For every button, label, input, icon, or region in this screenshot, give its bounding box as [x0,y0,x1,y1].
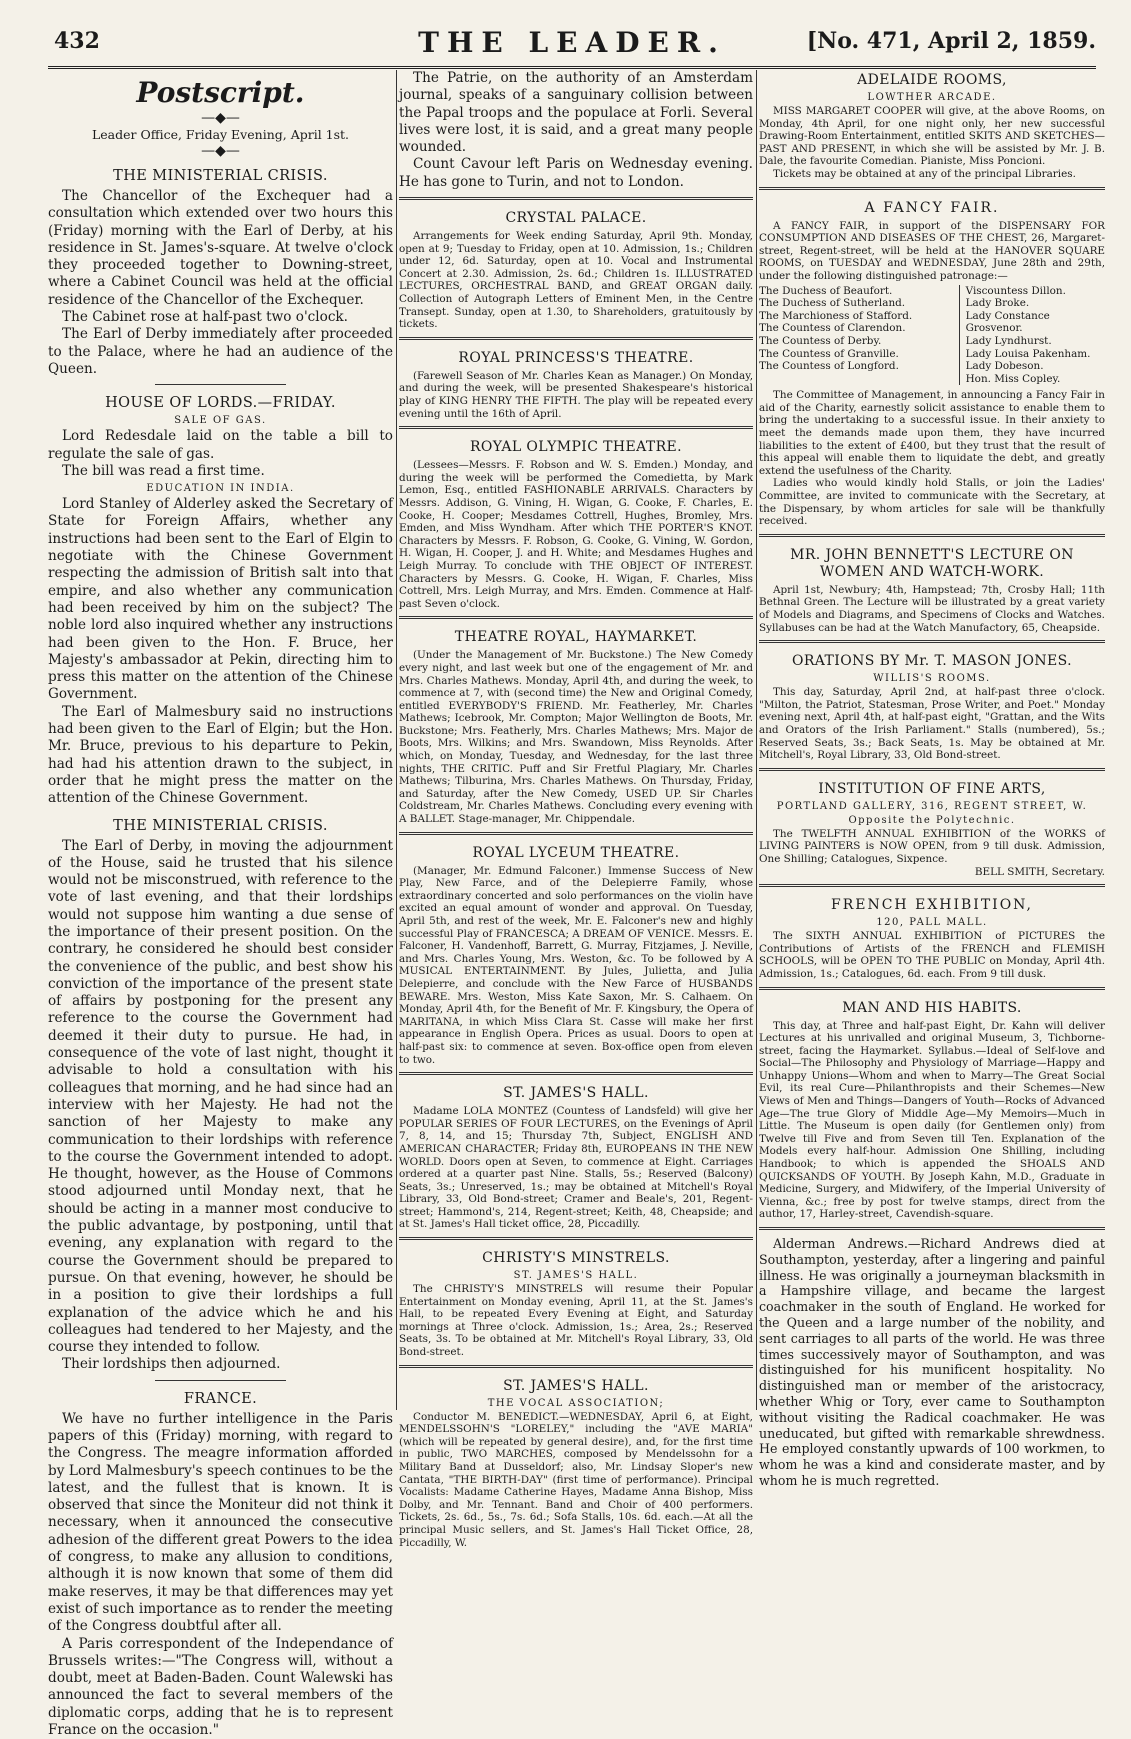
divider-ornament: —◆— [201,110,240,126]
patron-name: The Countess of Derby. [759,334,882,347]
paragraph: The Cabinet rose at half-past two o'clock. [62,309,348,326]
divider [155,384,286,385]
column-3 [759,70,1105,1488]
patron-name: The Countess of Longford. [759,360,899,373]
divider [399,832,753,835]
paragraph: The Chancellor of the Exchequer had a consultation which extended over two hours this (Friday) morning with the Earl of Derby, at his residence in St. James's-square. At twelve o'clock they proceeded together to Downing-street, where a Cabinet Council was held at the official residence of the Chancellor of the Exchequer. [48,188,393,308]
divider [399,197,753,200]
column-1 [48,70,393,1739]
section-title: FRANCE. [183,1390,258,1407]
advert-subtitle: 120, PALL MALL. [876,917,988,929]
advert-body: MISS MARGARET COOPER will give, at the above Rooms, on Monday, 4th April, for one night only, her new successful Drawing-Room Entertainment, entitled SKITS AND SKETCHES—PAST AND PRESENT, in which she will be assisted by Mr. J. B. Dale, the favourite Comedian. Pianiste, Miss Poncioni. [759,105,1105,168]
patron-list-left [759,285,960,386]
advert-body: Tickets may be obtained at any of the principal Libraries. [773,167,1076,180]
advert-body: April 1st, Newbury; 4th, Hampstead; 7th, Crosby Hall; 11th Bethnal Green. The Lecture will be illustrated by a great variety of Models and Diagrams, and Specimens of Clocks and Watches. Syllabuses can be had at the Watch Manufactory, 65, Cheapside. [759,583,1105,634]
advert-title: A FANCY FAIR. [864,199,1000,216]
patron-name: The Duchess of Sutherland. [759,297,906,310]
advert-body: The TWELFTH ANNUAL EXHIBITION of the WORKS of LIVING PAINTERS is NOW OPEN, from 9 till dusk. Admission, One Shilling; Catalogues, Sixpence. [759,827,1105,865]
patron-name: Lady Lyndhurst. [965,334,1052,347]
advert-title: CRYSTAL PALACE. [505,210,647,227]
patron-name: The Duchess of Beaufort. [759,284,893,297]
advert-body: (Under the Management of Mr. Buckstone.) The New Comedy every night, and last week but one of the engagement of Mr. and Mrs. Charles Mathews. Monday, April 4th, and during the week, to commence at 7, with (second time) the New and Original Comedy, entitled EVERYBODY'S FRIEND. Mr. Featherley, Mr. Charles Mathews; Icebrook, Mr. Compton; Major Wellington de Boots, Mr. Buckstone; Mrs. Featherly, Mrs. Charles Mathews; Mrs. Major de Boots, Mrs. Wilkins; and Mrs. Swandown, Miss Reynolds. After which, on Monday, Tuesday, and Wednesday, for the last three nights, THE CRITIC. Puff and Sir Fretful Plagiary, Mr. Charles Mathews; Tilburina, Mrs. Charles Mathews. On Thursday, Friday, and Saturday, after the New Comedy, USED UP. Sir Charles Coldstream, Mr. Charles Mathews. Concluding every evening with A BALLET. Stage-manager, Mr. Chippendale. [399,649,753,826]
paragraph: The Earl of Malmesbury said no instructions had been given to the Earl of Elgin; but the Hon. Mr. Bruce, previous to his departure to Pekin, had had his attention drawn to the subject, in order that he might press the matter on the attention of the Chinese Government. [48,703,393,807]
divider [399,1237,753,1240]
advert-title: ORATIONS BY Mr. T. MASON JONES. [791,653,1073,670]
divider [399,426,753,429]
section-title: THE MINISTERIAL CRISIS. [113,817,328,834]
divider [759,1227,1105,1230]
advert-title: THEATRE ROYAL, HAYMARKET. [454,629,698,646]
patron-name: Viscountess Dillon. [965,284,1066,297]
divider [399,1365,753,1368]
advert-body: (Lessees—Messrs. F. Robson and W. S. Emden.) Monday, and during the week will be performed the Comedietta, by Mark Lemon, Esq., entitled FASHIONABLE ARRIVALS. Characters by Messrs. Addison, G. Vining, H. Wigan, G. Cooke, F. Charles, E. Cooke, H. Cooper; Mesdames Cottrell, Hughes, Bromley, Mrs. Emden, and Miss Wyndham. After which THE PORTER'S KNOT. Characters by Messrs. F. Robson, G. Cooke, G. Vining, W. Gordon, H. Wigan, H. Cooper, J. and H. White; and Mesdames Hughes and Leigh Murray. To conclude with THE OBJECT OF INTEREST. Characters by Messrs. G. Cooke, H. Wigan, F. Charles, Miss Cottrell, Mrs. Leigh Murray, and Mrs. Emden. Commence at Half-past Seven o'clock. [399,459,753,610]
paragraph: We have no further intelligence in the Paris papers of this (Friday) morning, with regard to the Congress. The meagre information afforded by Lord Malmesbury's speech continues to be the latest, and the fullest that is known. It is observed that since the Moniteur did not think it necessary, when it announced the consecutive adhesion of the different great Powers to the idea of congress, to make any allusion to conditions, although it is now known that some of them did make reserves, it may be that differences may yet exist of such importance as to render the meeting of the Congress doubtful after all. [48,1410,393,1635]
patron-name: The Countess of Clarendon. [759,322,906,335]
column-rule [756,70,757,1410]
advert-signature: BELL SMITH, Secretary. [974,865,1105,878]
news-paragraph: Alderman Andrews.—Richard Andrews died at Southampton, yesterday, after a lingering and painful illness. He was originally a journeyman blacksmith in a Hampshire village, and became the largest coachmaker in the south of England. He worked for the Queen and a large number of the nobility, and sent carriages to all parts of the world. He was three times successively mayor of Southampton, and was distinguished for his munificent hospitality. No distinguished man or member of the aristocracy, whether Whig or Tory, ever came to Southampton without visiting the Radical coachmaker. He was uneducated, but gifted with remarkable shrewdness. He employed constantly upwards of 100 workmen, to whom he was a kind and considerate master, and by whom he is much regretted. [759,1236,1105,1488]
patron-name: The Countess of Granville. [759,347,899,360]
section-title: THE MINISTERIAL CRISIS. [113,168,328,184]
advert-title: ST. JAMES'S HALL. [503,1377,649,1394]
issue-date: [No. 471, April 2, 1859. [806,28,1096,54]
advert-body: This day, at Three and half-past Eight, Dr. Kahn will deliver Lectures at his unrivalled and original Museum, 3, Tichborne-street, facing the Haymarket. Syllabus.—Ideal of Self-love and Social—The Philosophy and Physiology of Marriage—Happy and Unhappy Unions—Whom and when to Marry—The Great Social Evil, its real Cure—Philanthropists and their Schemes—New Views of Men and Things—Dangers of Youth—Rocks of Advanced Age—The true Glory of Middle Age—My Memoirs—Much in Little. The Museum is open daily (for Gentlemen only) from Twelve till Five and from Seven till Ten. Explanation of the Models every half-hour. Admission One Shilling, including Handbook; to which is appended the SHOALS AND QUICKSANDS OF YOUTH. By Joseph Kahn, M.D., Graduate in Medicine, Surgery, and Midwifery, of the Imperial University of Vienna, &c.; free by post for twelve stamps, direct from the author, 17, Harley-street, Cavendish-square. [759,1019,1105,1221]
paragraph: The Earl of Derby, in moving the adjournment of the House, said he trusted that his silence would not be misconstrued, with reference to the vote of last evening, and that their lordships would not suppose him wanting a due sense of the importance of their present position. On the contrary, he considered he should best consider the convenience of the public, and best show his conviction of the importance of the present state of affairs by postponing for the present any reference to the course the Government had deemed it their duty to pursue. He had, in consequence of the vote of last night, thought it advisable to hold a consultation with his colleagues that morning, and he had since had an interview with her Majesty. He had not the sanction of her Majesty to make any communication to their lordships with reference to the course the Government intended to adopt. He thought, however, as the House of Commons stood adjourned until Monday next, that he should be acting in a manner most conducive to the public advantage, by postponing, until that evening, any explanation with regard to the course the Government should be prepared to pursue. On that evening, however, he should be in a position to give their lordships a full explanation of the advice which he and his colleagues had tendered to her Majesty, and the course they intended to follow. [48,837,393,1356]
advert-title: INSTITUTION OF FINE ARTS, [818,780,1046,797]
patron-list [759,285,1105,386]
advert-subtitle: PORTLAND GALLERY, 316, REGENT STREET, W. [776,800,1088,812]
paragraph: Lord Stanley of Alderley asked the Secretary of State for Foreign Affairs, whether any instructions had been sent to the Earl of Elgin to negotiate with the Chinese Government respecting the admission of British salt into that empire, and also whether any communication had been received by him on the subject? The noble lord also inquired whether any instructions had been given to the Hon. F. Bruce, her Majesty's ambassador at Pekin, directing him to press this matter on the attention of the Chinese Government. [48,496,393,703]
advert-body: The Committee of Management, in announcing a Fancy Fair in aid of the Charity, earnestly solicit assistance to enable them to bring the undertaking to a successful issue. In their anxiety to meet the demands made upon them, they have incurred liabilities to the extent of £400, but they trust that the result of this appeal will enable them to liquidate the debt, and greatly extend the usefulness of the Charity. [759,389,1105,477]
newspaper-title: THE LEADER. [418,26,726,59]
office-dateline: Leader Office, Friday Evening, April 1st. [91,127,350,142]
advert-title: MAN AND HIS HABITS. [842,999,1022,1016]
paragraph: The Earl of Derby immediately after proceeded to the Palace, where he had an audience of the Queen. [48,326,393,377]
advert-body: Ladies who would kindly hold Stalls, or join the Ladies' Committee, are invited to communicate with the Secretary, at the Dispensary, by whom articles for sale will be thankfully received. [759,477,1105,528]
subsection-title: SALE OF GAS. [174,415,267,427]
paragraph: The bill was read a first time. [62,462,265,479]
advert-title: ROYAL OLYMPIC THEATRE. [469,439,683,456]
divider [399,616,753,619]
advert-body: The SIXTH ANNUAL EXHIBITION of PICTURES the Contributions of Artists of the FRENCH and FLEMISH SCHOOLS, will be OPEN TO THE PUBLIC on Monday, April 4th. Admission, 1s.; Catalogues, 6d. each. From 9 till dusk. [759,930,1105,980]
masthead [48,26,1096,69]
divider [759,884,1105,887]
subsection-title: EDUCATION IN INDIA. [146,483,295,495]
advert-title: FRENCH EXHIBITION, [831,897,1033,914]
divider [759,534,1105,537]
patron-name: Hon. Miss Copley. [965,372,1061,385]
paragraph: Lord Redesdale laid on the table a bill to regulate the sale of gas. [48,428,393,462]
advert-subtitle: THE VOCAL ASSOCIATION; [487,1397,665,1409]
section-title: HOUSE OF LORDS.—FRIDAY. [105,395,336,412]
patron-name: Lady Broke. [965,297,1030,310]
paragraph: A Paris correspondent of the Independance of Brussels writes:—"The Congress will, without a doubt, meet at Baden-Baden. Count Walewski has announced the fact to several members of the diplomatic corps, adding that he is to represent France on the occasion." [48,1635,393,1739]
advert-title: ST. JAMES'S HALL. [503,1085,649,1102]
advert-title: ROYAL PRINCESS'S THEATRE. [458,349,694,366]
advert-title: CHRISTY'S MINSTRELS. [482,1250,670,1267]
paragraph: The Patrie, on the authority of an Amsterdam journal, speaks of a sanguinary collision between the Papal troops and the populace at Forli. Several lives were lost, it is said, and a great many people wounded. [399,70,753,156]
advert-body: This day, Saturday, April 2nd, at half-past three o'clock. "Milton, the Patriot, Statesman, Prose Writer, and Poet." Monday evening next, April 4th, at half-past eight, "Grattan, and the Wits and Orators of the Irish Parliament." Stalls (numbered), 5s.; Reserved Seats, 3s.; Back Seats, 1s. May be obtained at Mr. Mitchell's, Royal Library, 33, Old Bond-street. [759,686,1105,762]
divider [759,987,1105,990]
advert-body: (Farewell Season of Mr. Charles Kean as Manager.) On Monday, and during the week, will be presented Shakespeare's historical play of KING HENRY THE FIFTH. The play will be repeated every evening until the 16th of April. [399,369,753,420]
patron-name: Lady Constance Grosvenor. [965,309,1050,335]
advert-title: MR. JOHN BENNETT'S LECTURE ON WOMEN AND WATCH-WORK. [790,546,1074,580]
patron-name: The Marchioness of Stafford. [759,309,913,322]
advert-subtitle: ST. JAMES'S HALL. [513,1270,639,1282]
divider [155,1380,286,1381]
advert-body: The CHRISTY'S MINSTRELS will resume their Popular Entertainment on Monday evening, April 11, at the St. James's Hall, to be repeated Every Evening at Eight, and Saturday mornings at Three o'clock. Admission, 1s.; Area, 2s.; Reserved Seats, 3s. To be obtained at Mr. Mitchell's Royal Library, 33, Old Bond-street. [399,1283,753,1359]
page-number: 432 [54,28,100,54]
patron-list-right [960,285,1105,386]
postscript-heading: Postscript. [136,76,305,109]
divider [399,337,753,340]
column-rule [396,70,397,1410]
advert-body: A FANCY FAIR, in support of the DISPENSARY FOR CONSUMPTION AND DISEASES OF THE CHEST, 26, Margaret-street, Regent-street, will be held at the HANOVER SQUARE ROOMS, on TUESDAY and WEDNESDAY, June 28th and 29th, under the following distinguished patronage:— [759,219,1105,282]
column-2 [399,70,753,1549]
divider [399,1072,753,1075]
patron-name: Lady Dobeson. [965,360,1044,373]
patron-name: Lady Louisa Pakenham. [965,347,1091,360]
divider [759,768,1105,771]
advert-subtitle: WILLIS'S ROOMS. [873,673,991,685]
advert-body: Arrangements for Week ending Saturday, April 9th. Monday, open at 9; Tuesday to Friday, open at 10. Admission, 1s.; Children under 12, 6d. Saturday, open at 10. Vocal and Instrumental Concert at 2.30. Admission, 2s. 6d.; Children 1s. ILLUSTRATED LECTURES, ORCHESTRAL BAND, and GREAT ORGAN daily. Collection of Autograph Letters of Eminent Men, in the Centre Transept. Sunday, open at 1.30, to Shareholders, gratuitously by tickets. [399,230,753,331]
advert-body: (Manager, Mr. Edmund Falconer.) Immense Success of New Play, New Farce, and of the Delepierre Family, whose extraordinary concerted and solo performances on the violin have excited an equal amount of wonder and approval. On Tuesday, April 5th, and rest of the week, Mr. E. Falconer's new and highly successful Play of FRANCESCA; A DREAM OF VENICE. Messrs. E. Falconer, H. Vandenhoff, Barrett, G. Murray, Fitzjames, J. Neville, and Mrs. Charles Young, Mrs. Weston, &c. To be followed by A MUSICAL ENTERTAINMENT. By Jules, Julietta, and Julia Delepierre, and conclude with the New Farce of HUSBANDS BEWARE. Mrs. Weston, Miss Kate Saxon, Mr. S. Calhaem. On Monday, April 4th, for the Benefit of Mr. F. Kingsbury, the Opera of MARITANA, in which Miss Clara St. Casse will make her first appearance in English Opera. Prices as usual. Doors to open at half-past six: to commence at seven. Box-office open from eleven to two. [399,864,753,1066]
advert-title: ADELAIDE ROOMS, [857,72,1007,88]
advert-subtitle: LOWTHER ARCADE. [867,92,997,103]
divider-ornament: —◆— [201,143,240,159]
paragraph: Count Cavour left Paris on Wednesday evening. He has gone to Turin, and not to London. [399,156,753,190]
advert-body: Madame LOLA MONTEZ (Countess of Landsfeld) will give her POPULAR SERIES OF FOUR LECTURES, on the Evenings of April 7, 8, 14, and 15; Thursday 7th, Subject, ENGLISH AND AMERICAN CHARACTER; Friday 8th, EUROPEANS IN THE NEW WORLD. Doors open at Seven, to commence at Eight. Carriages ordered at a quarter past Nine. Stalls, 5s.; Reserved (Balcony) Seats, 3s.; Unreserved, 1s.; may be obtained at Mitchell's Royal Library, 33, Old Bond-street; Cramer and Beale's, 201, Regent-street; Hammond's, 214, Regent-street; Keith, 48, Cheapside; and at St. James's Hall ticket office, 28, Piccadilly. [399,1105,753,1231]
divider [759,640,1105,643]
advert-title: ROYAL LYCEUM THEATRE. [472,844,680,861]
divider [759,187,1105,190]
advert-body: Conductor M. BENEDICT.—WEDNESDAY, April 6, at Eight, MENDELSSOHN'S "LORELEY," including the "AVE MARIA" (which will be repeated by general desire), and, for the first time in public, TWO MARCHES, composed by Mendelssohn for a Military Band at Dusseldorf; also, Mr. Lindsay Sloper's new Cantata, "THE BIRTH-DAY" (first time of performance). Principal Vocalists: Madame Catherine Hayes, Madame Anna Bishop, Miss Dolby, and Mr. Tennant. Band and Choir of 400 performers. Tickets, 2s. 6d., 5s., 7s. 6d.; Sofa Stalls, 10s. 6d. each.—At all the principal Music sellers, and St. James's Hall Ticket Office, 28, Piccadilly, W. [399,1410,753,1549]
paragraph: Their lordships then adjourned. [62,1356,281,1373]
advert-subtitle: Opposite the Polytechnic. [848,814,1016,826]
